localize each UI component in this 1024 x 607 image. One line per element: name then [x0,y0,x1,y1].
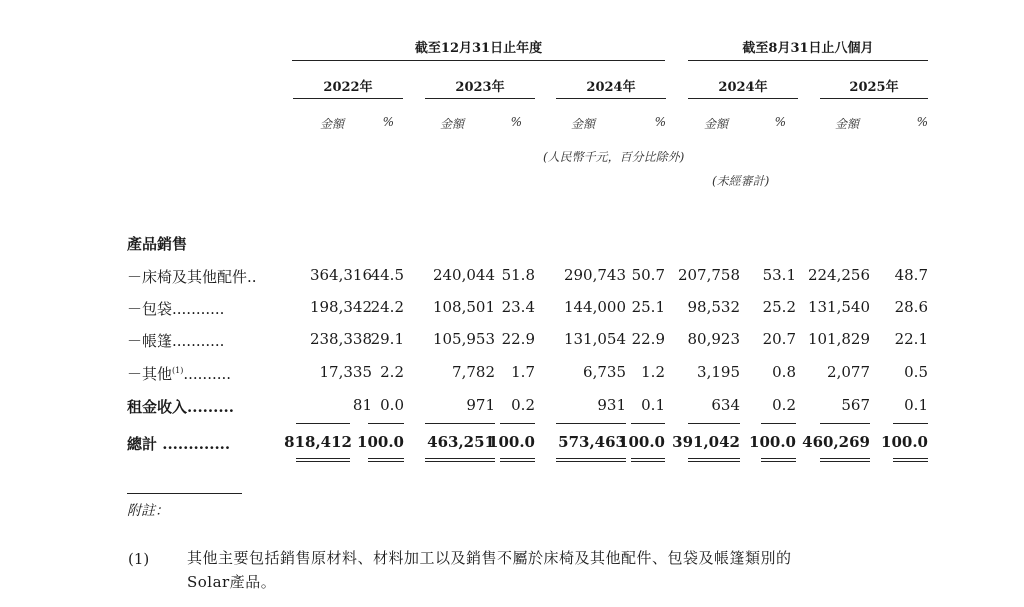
total-double-rule-2024i-amount [688,458,740,462]
cell-furniture-2023-amount: 240,044 [432,266,495,284]
cell-rental-2022-pct: 0.0 [380,396,404,414]
col-pct-2022: % [382,115,394,129]
footnote-separator [127,493,242,494]
subtotal-rule-2025i-pct [893,423,928,424]
total-double-rule-2024-pct [631,458,665,462]
total-double-rule-2024-amount [556,458,626,462]
group-header-full-year: 截至12月31日止年度 [414,41,543,56]
cell-bags-2024-amount: 144,000 [563,298,626,316]
year-header-2024: 2024年 [586,80,636,95]
year-header-2023: 2023年 [455,80,505,95]
cell-rental-2025i-amount: 567 [841,396,870,414]
cell-rental-2024-pct: 0.1 [641,396,665,414]
cell-total-2023-amount: 463,251 [427,433,495,451]
cell-others-2025i-pct: 0.5 [904,363,928,381]
cell-bags-2023-pct: 23.4 [501,298,535,316]
cell-tents-2024-amount: 131,054 [563,330,626,348]
cell-others-2024i-amount: 3,195 [697,363,740,381]
row-label-total: 總計 ............. [127,435,231,453]
cell-total-2025i-pct: 100.0 [881,433,928,451]
subtotal-rule-2022-amount [296,423,350,424]
col-pct-2025-interim: % [916,115,928,129]
row-label-tents: －帳篷........... [127,332,225,350]
cell-total-2025i-amount: 460,269 [802,433,870,451]
cell-total-2024i-amount: 391,042 [672,433,740,451]
cell-rental-2022-amount: 81 [352,396,372,414]
cell-furniture-2025i-pct: 48.7 [894,266,928,284]
cell-tents-2024-pct: 22.9 [631,330,665,348]
cell-bags-2024i-pct: 25.2 [762,298,796,316]
footnote-line-1: 其他主要包括銷售原材料、材料加工以及銷售不屬於床椅及其他配件、包袋及帳篷類別的 [187,549,792,567]
cell-tents-2022-pct: 29.1 [370,330,404,348]
year-rule-2024-interim [688,98,798,99]
row-label-rental: 租金收入......... [127,398,234,416]
total-double-rule-2025i-amount [820,458,870,462]
cell-furniture-2024i-pct: 53.1 [762,266,796,284]
col-pct-2024: % [654,115,666,129]
col-amount-2024-interim: 金額 [703,117,728,131]
cell-others-2022-amount: 17,335 [319,363,372,381]
cell-total-2023-pct: 100.0 [488,433,535,451]
year-header-2024-interim: 2024年 [718,80,768,95]
cell-rental-2025i-pct: 0.1 [904,396,928,414]
cell-furniture-2022-amount: 364,316 [309,266,372,284]
cell-rental-2023-amount: 971 [466,396,495,414]
total-double-rule-2023-amount [425,458,495,462]
year-rule-2024 [556,98,666,99]
unaudited-note: (未經審計) [712,174,770,188]
cell-tents-2025i-pct: 22.1 [894,330,928,348]
cell-bags-2022-pct: 24.2 [370,298,404,316]
cell-total-2024-pct: 100.0 [618,433,665,451]
footnote-text [187,546,947,594]
group-header-rule-left [292,60,665,61]
cell-others-2024i-pct: 0.8 [772,363,796,381]
cell-furniture-2025i-amount: 224,256 [807,266,870,284]
footnote-heading: 附註： [127,503,169,519]
cell-tents-2023-amount: 105,953 [432,330,495,348]
year-rule-2022 [293,98,403,99]
total-double-rule-2022-amount [296,458,350,462]
cell-furniture-2024i-amount: 207,758 [677,266,740,284]
subtotal-rule-2023-amount [425,423,495,424]
cell-bags-2022-amount: 198,342 [309,298,372,316]
cell-bags-2024-pct: 25.1 [631,298,665,316]
cell-total-2024i-pct: 100.0 [749,433,796,451]
row-label-others-text: －其他 [127,365,173,383]
col-amount-2022: 金額 [319,117,344,131]
cell-rental-2024i-amount: 634 [711,396,740,414]
col-pct-2024-interim: % [774,115,786,129]
subtotal-rule-2023-pct [500,423,535,424]
cell-tents-2024i-pct: 20.7 [762,330,796,348]
year-rule-2023 [425,98,535,99]
cell-others-2022-pct: 2.2 [380,363,404,381]
cell-rental-2023-pct: 0.2 [511,396,535,414]
col-amount-2025-interim: 金額 [834,117,859,131]
group-header-eight-months: 截至8月31日止八個月 [742,41,874,56]
total-double-rule-2023-pct [500,458,535,462]
col-pct-2023: % [510,115,522,129]
cell-others-2023-pct: 1.7 [511,363,535,381]
cell-others-2024-amount: 6,735 [583,363,626,381]
subtotal-rule-2024-amount [556,423,626,424]
cell-tents-2022-amount: 238,338 [309,330,372,348]
year-header-2025-interim: 2025年 [849,80,899,95]
cell-furniture-2024-amount: 290,743 [563,266,626,284]
cell-tents-2024i-amount: 80,923 [687,330,740,348]
cell-tents-2025i-amount: 101,829 [807,330,870,348]
row-label-others [127,363,231,384]
subtotal-rule-2025i-amount [820,423,870,424]
cell-bags-2025i-pct: 28.6 [894,298,928,316]
total-double-rule-2024i-pct [761,458,796,462]
cell-total-2022-amount: 818,412 [284,433,352,451]
cell-others-2024-pct: 1.2 [641,363,665,381]
col-amount-2024: 金額 [570,117,595,131]
row-label-others-dots: .......... [183,365,232,383]
cell-rental-2024i-pct: 0.2 [772,396,796,414]
footnote-ref-1: (1) [172,366,184,375]
subtotal-rule-2022-pct [368,423,404,424]
cell-furniture-2022-pct: 44.5 [370,266,404,284]
cell-rental-2024-amount: 931 [597,396,626,414]
row-label-furniture: －床椅及其他配件.. [127,268,257,286]
section-title-product-sales: 產品銷售 [127,235,188,253]
col-amount-2023: 金額 [439,117,464,131]
cell-others-2023-amount: 7,782 [452,363,495,381]
cell-total-2024-amount: 573,463 [558,433,626,451]
cell-total-2022-pct: 100.0 [357,433,404,451]
row-label-bags: －包袋........... [127,300,225,318]
subtotal-rule-2024-pct [631,423,665,424]
total-double-rule-2025i-pct [893,458,928,462]
year-header-2022: 2022年 [323,80,373,95]
cell-bags-2023-amount: 108,501 [432,298,495,316]
year-rule-2025-interim [820,98,928,99]
footnote-line-2: Solar產品。 [187,573,277,591]
currency-note: (人民幣千元，百分比除外) [543,150,685,164]
cell-furniture-2024-pct: 50.7 [631,266,665,284]
cell-bags-2025i-amount: 131,540 [807,298,870,316]
subtotal-rule-2024i-pct [761,423,796,424]
cell-furniture-2023-pct: 51.8 [501,266,535,284]
cell-tents-2023-pct: 22.9 [501,330,535,348]
total-double-rule-2022-pct [368,458,404,462]
subtotal-rule-2024i-amount [688,423,740,424]
footnote-number: (1) [128,550,150,568]
cell-others-2025i-amount: 2,077 [827,363,870,381]
cell-bags-2024i-amount: 98,532 [687,298,740,316]
group-header-rule-right [688,60,928,61]
